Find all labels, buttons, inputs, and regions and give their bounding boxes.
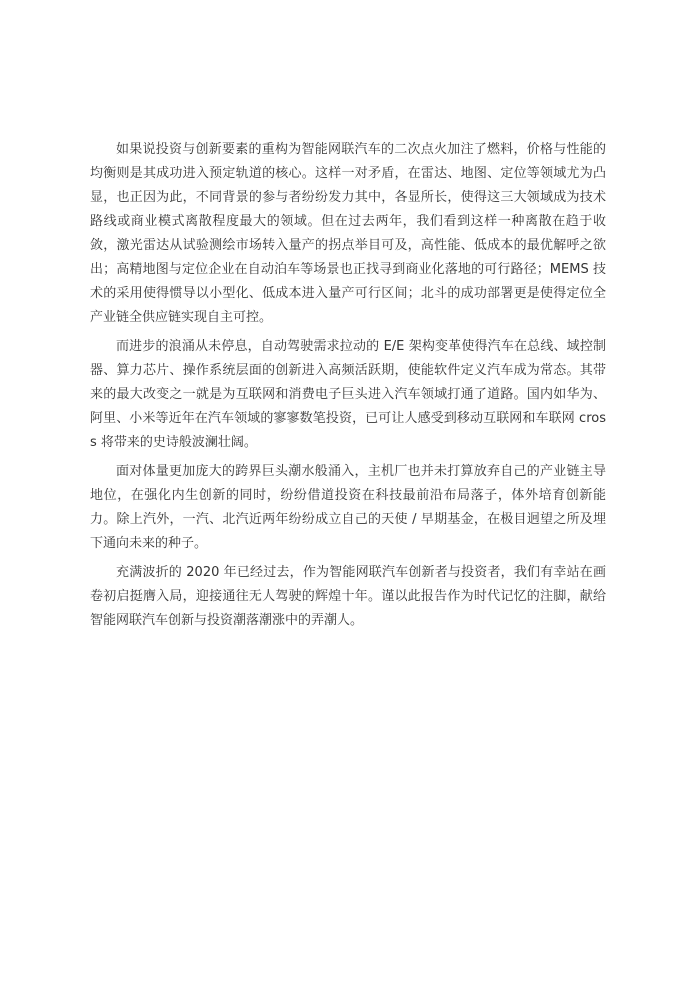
paragraph-3: 面对体量更加庞大的跨界巨头潮水般涌入，主机厂也并未打算放弃自己的产业链主导地位，在强化内生创新的同时，纷纷借道投资在科技最前沿布局落子，体外培育创新能力。除上汽外，一汽、北汽近两年纷纷成立自己的天使 / 早期基金，在极目迥望之所及埋下通向未来的种子。	[90, 464, 606, 551]
paragraph-1: 如果说投资与创新要素的重构为智能网联汽车的二次点火加注了燃料，价格与性能的均衡则是其成功进入预定轨道的核心。这样一对矛盾，在雷达、地图、定位等领域尤为凸显，也正因为此，不同背景的参与者纷纷发力其中，各显所长，使得这三大领域成为技术路线或商业模式离散程度最大的领域。但在过去两年，我们看到这样一种离散在趋于收敛，激光雷达从试验测绘市场转入量产的拐点举目可及，高性能、低成本的最优解呼之欲出；高精地图与定位企业在自动泊车等场景也正找寻到商业化落地的可行路径；MEMS 技术的采用使得惯导以小型化、低成本进入量产可行区间；北斗的成功部署更是使得定位全产业链全供应链实现自主可控。	[90, 142, 606, 325]
paragraph-2: 而进步的浪涌从未停息，自动驾驶需求拉动的 E/E 架构变革使得汽车在总线、域控制器、算力芯片、操作系统层面的创新进入高频活跃期，使能软件定义汽车成为常态。其带来的最大改变之一就是为互联网和消费电子巨头进入汽车领域打通了道路。国内如华为、阿里、小米等近年在汽车领域的寥寥数笔投资，已可让人感受到移动互联网和车联网 cross 将带来的史诗般波澜壮阔。	[90, 339, 606, 450]
paragraph-4: 充满波折的 2020 年已经过去，作为智能网联汽车创新者与投资者，我们有幸站在画卷初启挺膺入局，迎接通往无人驾驶的辉煌十年。谨以此报告作为时代记忆的注脚，献给智能网联汽车创新与投资潮落潮涨中的弄潮人。	[90, 565, 606, 628]
document-body	[90, 138, 606, 638]
